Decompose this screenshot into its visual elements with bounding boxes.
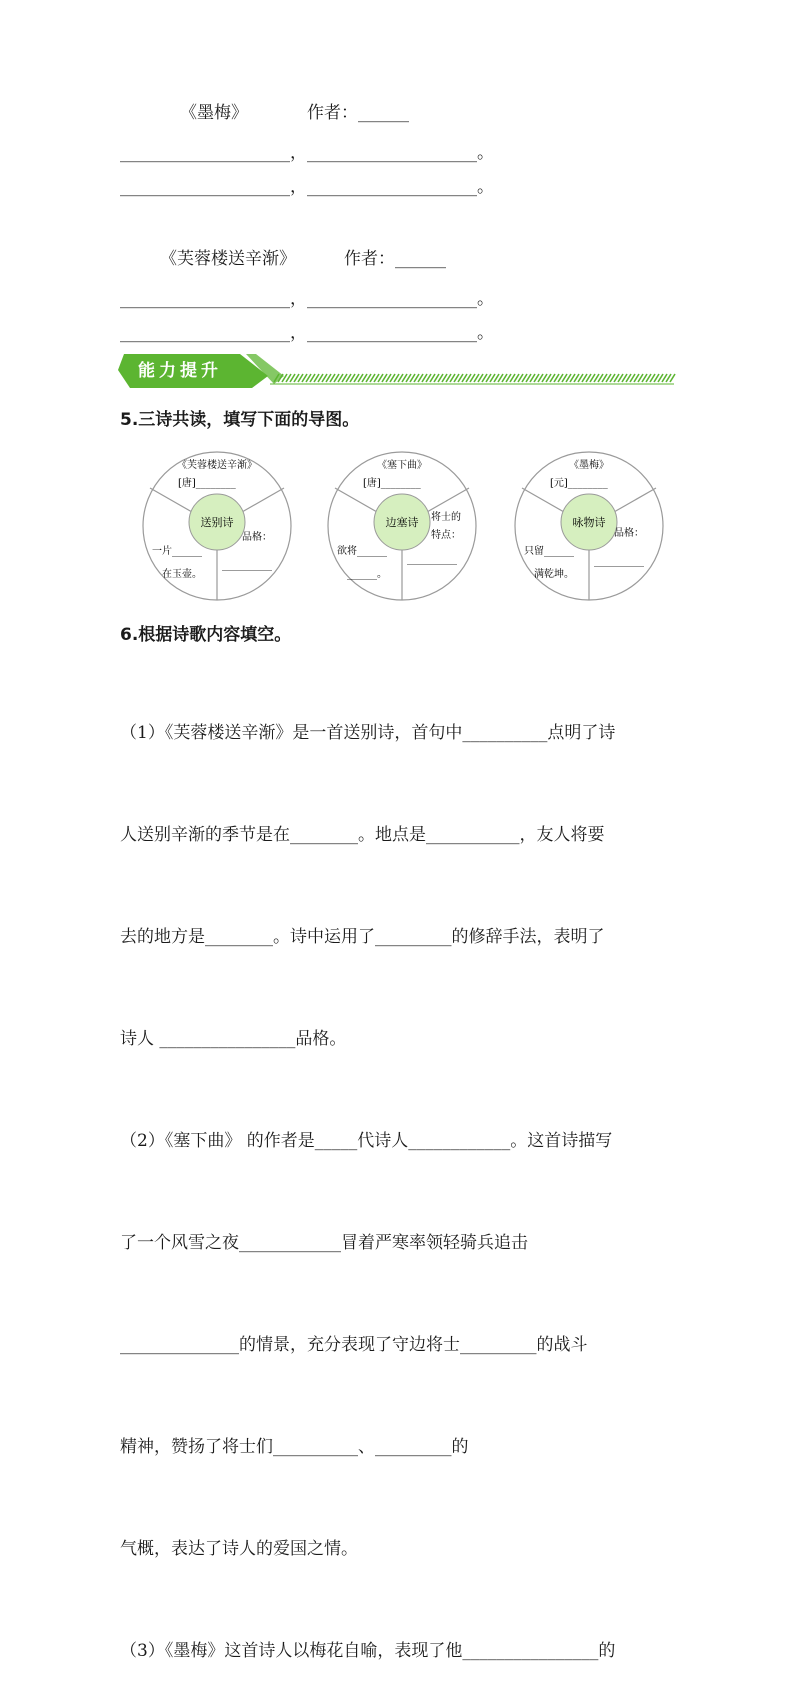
question-6-line[interactable]: 了一个风雪之夜____________冒着严寒率领轻骑兵追击 — [120, 1233, 528, 1253]
wheel-dynasty-blank[interactable]: [唐]________ — [363, 478, 421, 489]
wheel-title: 《塞下曲》 — [377, 460, 427, 471]
answer-line[interactable]: ____________________，____________________。 — [120, 289, 494, 309]
answer-line[interactable]: ____________________，____________________。 — [120, 323, 494, 343]
question-6-line[interactable]: 去的地方是________。诗中运用了_________的修辞手法，表明了 — [120, 927, 605, 947]
wheel-right-text: 品格： — [614, 528, 644, 539]
wheel-right-blank[interactable]: __________ — [407, 554, 457, 565]
question-6-body — [120, 648, 680, 1702]
wheel-right-blank[interactable]: __________ — [222, 560, 272, 571]
wheel-left-text: 满乾坤。 — [534, 569, 574, 580]
author-blank-furong[interactable]: 作者：______ — [344, 249, 446, 269]
wheel-left-text: 在玉壶。 — [162, 569, 202, 580]
wheel-left-text[interactable]: 欲将______ — [337, 546, 387, 557]
question-6-title: 6.根据诗歌内容填空。 — [120, 625, 292, 645]
wheel-right-blank[interactable]: __________ — [594, 556, 644, 567]
question-6-line[interactable]: ______________的情景，充分表现了守边将士_________的战斗 — [120, 1335, 588, 1355]
wheel-right-text: 品格： — [242, 532, 272, 543]
wheel-center-label: 咏物诗 — [572, 516, 606, 529]
mindmap-wheel-saixiaqu — [321, 450, 483, 602]
question-6-line[interactable]: （3）《墨梅》这首诗人以梅花自喻，表现了他________________的 — [120, 1641, 616, 1661]
answer-line[interactable]: ____________________，____________________。 — [120, 143, 494, 163]
question-6-line[interactable]: 诗人 ________________品格。 — [120, 1029, 347, 1049]
question-6-line[interactable]: 精神，赞扬了将士们__________、_________的 — [120, 1437, 469, 1457]
answer-line[interactable]: ____________________，____________________。 — [120, 177, 494, 197]
wheel-right-text: 将士的 — [431, 512, 461, 523]
question-6-line[interactable]: （1）《芙蓉楼送辛渐》是一首送别诗，首句中__________点明了诗 — [120, 723, 616, 743]
wheel-left-text[interactable]: ______。 — [347, 569, 387, 580]
wheel-left-text[interactable]: 只留______ — [524, 546, 574, 557]
section-banner-label: 能力提升 — [138, 361, 222, 381]
poem-title-furong: 《芙蓉楼送辛渐》 — [160, 249, 296, 269]
wheel-center-label: 送别诗 — [200, 516, 234, 529]
poem-title-moumei: 《墨梅》 — [180, 103, 248, 123]
wheel-title: 《芙蓉楼送辛渐》 — [177, 460, 257, 471]
question-6-line[interactable]: （2）《塞下曲》 的作者是_____代诗人____________。这首诗描写 — [120, 1131, 613, 1151]
question-6-line[interactable]: 人送别辛渐的季节是在________。地点是___________，友人将要 — [120, 825, 605, 845]
wheel-dynasty-blank[interactable]: [唐]________ — [178, 478, 236, 489]
question-6-line: 气概，表达了诗人的爱国之情。 — [120, 1539, 358, 1559]
wheel-dynasty-blank[interactable]: [元]________ — [550, 478, 608, 489]
author-blank-moumei[interactable]: 作者：______ — [307, 103, 409, 123]
wheel-left-text[interactable]: 一片______ — [152, 546, 202, 557]
wheel-center-label: 边塞诗 — [385, 516, 419, 529]
mindmap-wheel-moumei — [508, 450, 670, 602]
mindmap-wheel-furong — [136, 450, 298, 602]
question-5-title: 5.三诗共读，填写下面的导图。 — [120, 410, 360, 430]
wheel-right-text: 特点： — [431, 530, 461, 541]
wheel-title: 《墨梅》 — [569, 460, 609, 471]
